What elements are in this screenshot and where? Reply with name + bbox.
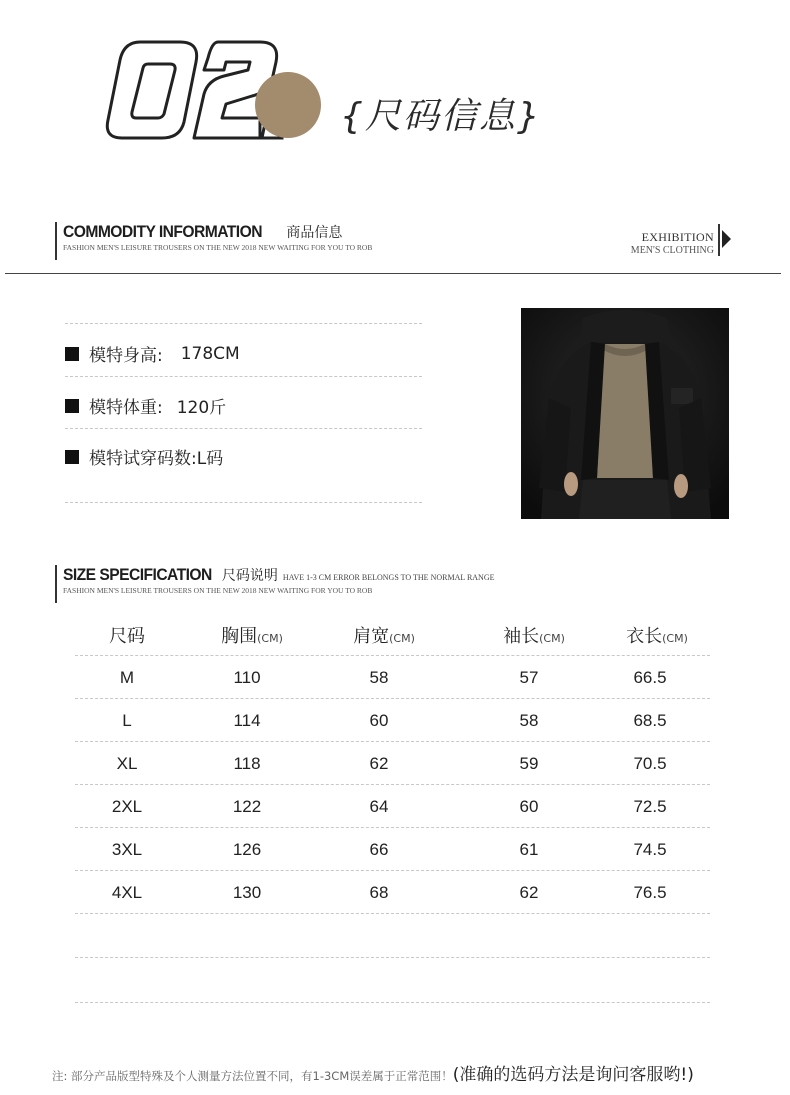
commodity-title-en: COMMODITY INFORMATION bbox=[63, 222, 262, 241]
dashed-divider bbox=[65, 502, 422, 503]
table-cell: 58 bbox=[369, 668, 389, 687]
table-header-label: 肩宽 bbox=[353, 626, 390, 647]
table-row-divider bbox=[75, 913, 710, 914]
dashed-divider bbox=[65, 428, 422, 429]
dashed-divider bbox=[65, 376, 422, 377]
model-weight-label: 模特体重: bbox=[89, 398, 163, 418]
exhibition-line1: EXHIBITION bbox=[641, 230, 714, 244]
commodity-subtitle: FASHION MEN'S LEISURE TROUSERS ON THE NEW 2018 NEW WAITING FOR YOU TO ROB bbox=[63, 243, 373, 252]
size-spec-heading bbox=[55, 565, 495, 603]
size-spec-title-en: SIZE SPECIFICATION bbox=[63, 565, 212, 584]
bullet-square-icon bbox=[65, 347, 79, 361]
section-title: {尺码信息} bbox=[340, 96, 542, 137]
exhibition-divider bbox=[718, 224, 720, 256]
table-cell: 118 bbox=[233, 754, 261, 773]
model-size-value: L码 bbox=[196, 449, 224, 469]
table-cell: 66 bbox=[369, 840, 389, 859]
table-header-unit: (CM) bbox=[539, 632, 565, 645]
table-row-divider bbox=[75, 1002, 710, 1003]
commodity-heading bbox=[55, 222, 373, 260]
table-cell: 64 bbox=[369, 797, 389, 816]
table-header-label: 胸围 bbox=[221, 626, 258, 647]
table-row-divider bbox=[75, 827, 710, 828]
table-header-chest bbox=[221, 622, 283, 648]
table-cell: 114 bbox=[233, 711, 261, 730]
table-header-unit: (CM) bbox=[257, 632, 283, 645]
table-row-divider bbox=[75, 655, 710, 656]
table-cell: 130 bbox=[232, 883, 262, 902]
table-header-unit: (CM) bbox=[662, 632, 688, 645]
table-cell: 126 bbox=[232, 840, 262, 859]
table-cell: 62 bbox=[369, 754, 389, 773]
table-row-divider bbox=[75, 698, 710, 699]
table-cell: L bbox=[122, 711, 132, 730]
dashed-divider bbox=[65, 323, 422, 324]
table-cell: 4XL bbox=[111, 883, 143, 902]
model-size-label: 模特试穿码数: bbox=[89, 449, 197, 469]
bullet-square-icon bbox=[65, 450, 79, 464]
table-cell: 66.5 bbox=[633, 668, 667, 687]
table-cell: 3XL bbox=[111, 840, 143, 859]
table-header-label: 衣长 bbox=[626, 626, 663, 647]
table-cell: 68.5 bbox=[633, 711, 667, 730]
table-header-size bbox=[109, 622, 145, 648]
model-height-value: 178CM bbox=[180, 343, 240, 364]
table-cell: 122 bbox=[232, 797, 262, 816]
table-cell: XL bbox=[116, 754, 138, 773]
table-cell: 72.5 bbox=[633, 797, 667, 816]
table-header-label: 尺码 bbox=[109, 626, 145, 647]
arrow-right-icon bbox=[722, 230, 731, 248]
table-header-shoulder bbox=[353, 622, 415, 648]
table-cell: 70.5 bbox=[633, 754, 667, 773]
table-cell: M bbox=[119, 668, 135, 687]
footer-note-big: (准确的选码方法是询问客服哟!) bbox=[452, 1065, 694, 1085]
table-cell: 2XL bbox=[111, 797, 143, 816]
table-cell: 60 bbox=[519, 797, 539, 816]
footer-note bbox=[52, 1060, 694, 1085]
table-cell: 57 bbox=[519, 668, 539, 687]
model-height-row bbox=[65, 341, 240, 366]
table-row-divider bbox=[75, 784, 710, 785]
bullet-square-icon bbox=[65, 399, 79, 413]
model-height-label: 模特身高: bbox=[89, 346, 163, 366]
model-size-row bbox=[65, 444, 223, 469]
accent-circle bbox=[255, 72, 321, 138]
table-row-divider bbox=[75, 870, 710, 871]
table-header-unit: (CM) bbox=[389, 632, 415, 645]
table-cell: 76.5 bbox=[633, 883, 667, 902]
footer-note-small: 注: 部分产品版型特殊及个人测量方法位置不同，有1-3CM误差属于正常范围！ bbox=[52, 1069, 453, 1083]
table-header-length bbox=[626, 622, 688, 648]
size-spec-note: HAVE 1-3 CM ERROR BELONGS TO THE NORMAL RANGE bbox=[282, 573, 495, 582]
table-cell: 68 bbox=[369, 883, 389, 902]
commodity-title-cn: 商品信息 bbox=[286, 225, 343, 241]
exhibition-line2: MEN'S CLOTHING bbox=[630, 245, 714, 256]
table-cell: 60 bbox=[369, 711, 389, 730]
table-cell: 74.5 bbox=[633, 840, 667, 859]
table-cell: 59 bbox=[519, 754, 539, 773]
table-header-sleeve bbox=[503, 622, 565, 648]
model-weight-row bbox=[65, 393, 226, 418]
table-cell: 58 bbox=[519, 711, 539, 730]
table-row-divider bbox=[75, 957, 710, 958]
model-photo bbox=[521, 308, 729, 519]
table-row-divider bbox=[75, 741, 710, 742]
size-spec-subtitle: FASHION MEN'S LEISURE TROUSERS ON THE NEW 2018 NEW WAITING FOR YOU TO ROB bbox=[63, 586, 373, 595]
size-spec-title-cn: 尺码说明 bbox=[221, 568, 278, 584]
table-header-label: 袖长 bbox=[503, 626, 540, 647]
model-photo-graphic bbox=[521, 308, 729, 519]
model-weight-value: 120斤 bbox=[176, 398, 227, 418]
table-cell: 62 bbox=[519, 883, 539, 902]
section-divider bbox=[5, 273, 781, 274]
exhibition-label bbox=[631, 230, 714, 256]
table-cell: 110 bbox=[233, 668, 261, 687]
table-cell: 61 bbox=[519, 840, 539, 859]
